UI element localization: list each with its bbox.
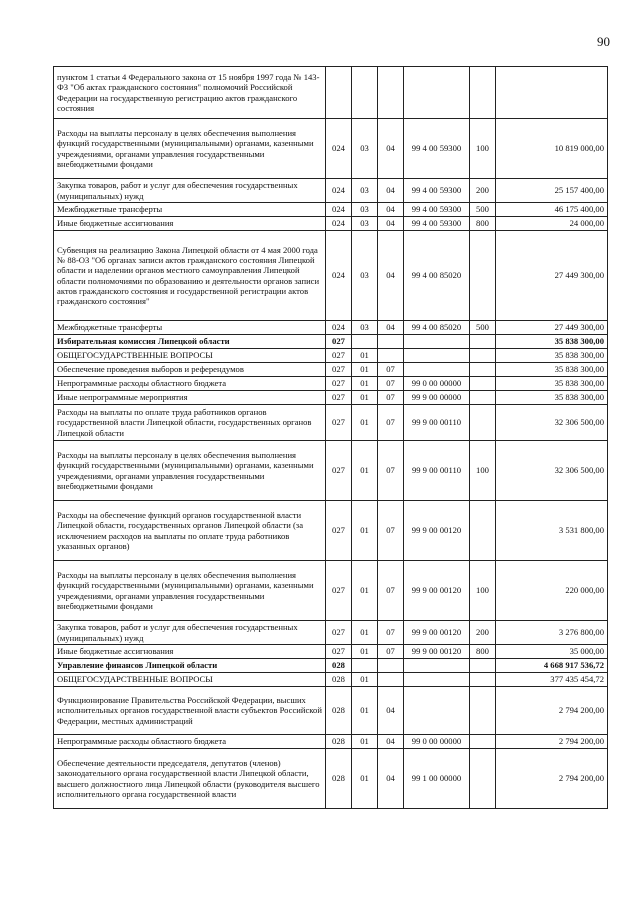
podrazdel-cell: 04 [378, 119, 404, 179]
podrazdel-cell: 04 [378, 231, 404, 321]
name-cell: Обеспечение деятельности председателя, депутатов (членов) законодательного органа государственной власти Липецкой области, высшего должностного лица Липецкой области (руководителя высшего исполнительного органа государственной власти [54, 749, 326, 809]
name-cell: Иные бюджетные ассигнования [54, 217, 326, 231]
sum-cell: 3 276 800,00 [496, 621, 608, 645]
ved-cell: 024 [326, 179, 352, 203]
ved-cell: 028 [326, 673, 352, 687]
name-cell: Закупка товаров, работ и услуг для обеспечения государственных (муниципальных) нужд [54, 621, 326, 645]
table-row [54, 119, 608, 179]
razdel-cell [352, 659, 378, 673]
name-cell: Межбюджетные трансферты [54, 321, 326, 335]
razdel-cell: 01 [352, 561, 378, 621]
ved-cell: 024 [326, 217, 352, 231]
csr-cell [404, 687, 470, 735]
sum-cell: 2 794 200,00 [496, 749, 608, 809]
vr-cell [470, 749, 496, 809]
csr-cell: 99 4 00 85020 [404, 321, 470, 335]
csr-cell [404, 335, 470, 349]
name-cell: Расходы на выплаты персоналу в целях обеспечения выполнения функций государственными (муниципальными) органами, казенными учреждениями, органами управления государственными внебюджетными фондами [54, 561, 326, 621]
csr-cell: 99 9 00 00120 [404, 561, 470, 621]
podrazdel-cell [378, 673, 404, 687]
csr-cell [404, 363, 470, 377]
ved-cell: 027 [326, 621, 352, 645]
csr-cell: 99 1 00 00000 [404, 749, 470, 809]
razdel-cell: 01 [352, 687, 378, 735]
sum-cell: 35 000,00 [496, 645, 608, 659]
sum-cell: 2 794 200,00 [496, 735, 608, 749]
name-cell: Избирательная комиссия Липецкой области [54, 335, 326, 349]
sum-cell [496, 67, 608, 119]
page-number: 90 [597, 34, 610, 49]
sum-cell: 32 306 500,00 [496, 405, 608, 441]
ved-cell: 027 [326, 405, 352, 441]
razdel-cell: 01 [352, 441, 378, 501]
razdel-cell: 01 [352, 349, 378, 363]
razdel-cell: 03 [352, 321, 378, 335]
podrazdel-cell: 07 [378, 391, 404, 405]
table-row [54, 561, 608, 621]
vr-cell: 500 [470, 321, 496, 335]
csr-cell [404, 67, 470, 119]
razdel-cell: 03 [352, 203, 378, 217]
vr-cell: 100 [470, 441, 496, 501]
sum-cell: 35 838 300,00 [496, 377, 608, 391]
podrazdel-cell [378, 335, 404, 349]
podrazdel-cell: 07 [378, 441, 404, 501]
table-row [54, 687, 608, 735]
sum-cell: 32 306 500,00 [496, 441, 608, 501]
podrazdel-cell: 04 [378, 179, 404, 203]
ved-cell: 028 [326, 749, 352, 809]
table-row [54, 363, 608, 377]
budget-table [53, 66, 608, 809]
table-row [54, 349, 608, 363]
ved-cell: 027 [326, 349, 352, 363]
vr-cell [470, 659, 496, 673]
sum-cell: 25 157 400,00 [496, 179, 608, 203]
vr-cell [470, 67, 496, 119]
name-cell: Закупка товаров, работ и услуг для обеспечения государственных (муниципальных) нужд [54, 179, 326, 203]
name-cell: Непрограммные расходы областного бюджета [54, 377, 326, 391]
table-row [54, 621, 608, 645]
table-row [54, 67, 608, 119]
sum-cell: 27 449 300,00 [496, 231, 608, 321]
razdel-cell: 01 [352, 621, 378, 645]
table-row [54, 391, 608, 405]
ved-cell [326, 67, 352, 119]
razdel-cell: 01 [352, 391, 378, 405]
vr-cell [470, 391, 496, 405]
vr-cell: 200 [470, 179, 496, 203]
name-cell: Субвенция на реализацию Закона Липецкой области от 4 мая 2000 года № 88-ОЗ "Об органах записи актов гражданского состояния Липецкой области и наделении органов местного самоуправления Липецкой области полномочиями по образованию и деятельности органов записи актов гражданского состояния и государственной регистрации актов гражданского состояния" [54, 231, 326, 321]
podrazdel-cell: 04 [378, 217, 404, 231]
razdel-cell: 03 [352, 217, 378, 231]
ved-cell: 027 [326, 377, 352, 391]
podrazdel-cell: 04 [378, 687, 404, 735]
podrazdel-cell [378, 349, 404, 363]
ved-cell: 027 [326, 335, 352, 349]
vr-cell [470, 735, 496, 749]
sum-cell: 35 838 300,00 [496, 335, 608, 349]
vr-cell: 100 [470, 561, 496, 621]
podrazdel-cell [378, 659, 404, 673]
table-row [54, 377, 608, 391]
csr-cell [404, 349, 470, 363]
vr-cell [470, 687, 496, 735]
podrazdel-cell: 07 [378, 501, 404, 561]
vr-cell: 800 [470, 645, 496, 659]
razdel-cell: 01 [352, 405, 378, 441]
name-cell: Расходы на обеспечение функций органов государственной власти Липецкой области, государственных органов Липецкой области (за исключением расходов на выплаты по оплате труда работников указанных органов) [54, 501, 326, 561]
podrazdel-cell: 07 [378, 363, 404, 377]
vr-cell: 800 [470, 217, 496, 231]
sum-cell: 35 838 300,00 [496, 349, 608, 363]
podrazdel-cell: 07 [378, 377, 404, 391]
table-row [54, 659, 608, 673]
sum-cell: 220 000,00 [496, 561, 608, 621]
vr-cell [470, 405, 496, 441]
razdel-cell [352, 335, 378, 349]
razdel-cell: 03 [352, 119, 378, 179]
table-row [54, 321, 608, 335]
name-cell: Расходы на выплаты персоналу в целях обеспечения выполнения функций государственными (муниципальными) органами, казенными учреждениями, органами управления государственными внебюджетными фондами [54, 119, 326, 179]
csr-cell: 99 9 00 00120 [404, 621, 470, 645]
sum-cell: 35 838 300,00 [496, 363, 608, 377]
podrazdel-cell: 04 [378, 749, 404, 809]
razdel-cell: 01 [352, 735, 378, 749]
sum-cell: 3 531 800,00 [496, 501, 608, 561]
table-row [54, 749, 608, 809]
sum-cell: 10 819 000,00 [496, 119, 608, 179]
podrazdel-cell: 07 [378, 621, 404, 645]
ved-cell: 028 [326, 659, 352, 673]
table-row [54, 217, 608, 231]
podrazdel-cell: 07 [378, 645, 404, 659]
sum-cell: 377 435 454,72 [496, 673, 608, 687]
ved-cell: 027 [326, 441, 352, 501]
csr-cell: 99 9 00 00120 [404, 645, 470, 659]
csr-cell [404, 659, 470, 673]
ved-cell: 024 [326, 231, 352, 321]
table-row [54, 673, 608, 687]
ved-cell: 024 [326, 203, 352, 217]
csr-cell: 99 9 00 00110 [404, 441, 470, 501]
name-cell: ОБЩЕГОСУДАРСТВЕННЫЕ ВОПРОСЫ [54, 673, 326, 687]
vr-cell [470, 673, 496, 687]
name-cell: Функционирование Правительства Российской Федерации, высших исполнительных органов государственной власти субъектов Российской Федерации, местных администраций [54, 687, 326, 735]
vr-cell [470, 231, 496, 321]
razdel-cell: 01 [352, 673, 378, 687]
name-cell: Расходы на выплаты по оплате труда работников органов государственной власти Липецкой области, государственных органов Липецкой области [54, 405, 326, 441]
podrazdel-cell: 04 [378, 321, 404, 335]
ved-cell: 027 [326, 391, 352, 405]
sum-cell: 24 000,00 [496, 217, 608, 231]
podrazdel-cell: 07 [378, 561, 404, 621]
razdel-cell: 01 [352, 377, 378, 391]
podrazdel-cell: 04 [378, 735, 404, 749]
csr-cell: 99 9 00 00120 [404, 501, 470, 561]
table-row [54, 735, 608, 749]
ved-cell: 028 [326, 687, 352, 735]
name-cell: Межбюджетные трансферты [54, 203, 326, 217]
table-row [54, 203, 608, 217]
name-cell: Обеспечение проведения выборов и референдумов [54, 363, 326, 377]
table-row [54, 231, 608, 321]
csr-cell: 99 9 00 00000 [404, 391, 470, 405]
razdel-cell: 01 [352, 749, 378, 809]
sum-cell: 46 175 400,00 [496, 203, 608, 217]
vr-cell [470, 501, 496, 561]
podrazdel-cell: 04 [378, 203, 404, 217]
csr-cell: 99 4 00 59300 [404, 217, 470, 231]
razdel-cell [352, 67, 378, 119]
name-cell: Непрограммные расходы областного бюджета [54, 735, 326, 749]
podrazdel-cell: 07 [378, 405, 404, 441]
csr-cell: 99 0 00 00000 [404, 377, 470, 391]
name-cell: ОБЩЕГОСУДАРСТВЕННЫЕ ВОПРОСЫ [54, 349, 326, 363]
vr-cell: 100 [470, 119, 496, 179]
table-row [54, 441, 608, 501]
csr-cell: 99 4 00 85020 [404, 231, 470, 321]
sum-cell: 2 794 200,00 [496, 687, 608, 735]
csr-cell: 99 4 00 59300 [404, 203, 470, 217]
sum-cell: 27 449 300,00 [496, 321, 608, 335]
ved-cell: 027 [326, 645, 352, 659]
table-row [54, 645, 608, 659]
sum-cell: 35 838 300,00 [496, 391, 608, 405]
ved-cell: 027 [326, 363, 352, 377]
name-cell: пунктом 1 статьи 4 Федерального закона от 15 ноября 1997 года № 143-ФЗ "Об актах гражданского состояния" полномочий Российской Федерации на государственную регистрацию актов гражданского состояния [54, 67, 326, 119]
sum-cell: 4 668 917 536,72 [496, 659, 608, 673]
csr-cell: 99 0 00 00000 [404, 735, 470, 749]
razdel-cell: 01 [352, 501, 378, 561]
vr-cell [470, 377, 496, 391]
name-cell: Расходы на выплаты персоналу в целях обеспечения выполнения функций государственными (муниципальными) органами, казенными учреждениями, органами управления государственными внебюджетными фондами [54, 441, 326, 501]
name-cell: Иные непрограммные мероприятия [54, 391, 326, 405]
razdel-cell: 01 [352, 363, 378, 377]
razdel-cell: 03 [352, 231, 378, 321]
csr-cell: 99 9 00 00110 [404, 405, 470, 441]
ved-cell: 027 [326, 501, 352, 561]
vr-cell [470, 335, 496, 349]
razdel-cell: 03 [352, 179, 378, 203]
vr-cell: 200 [470, 621, 496, 645]
name-cell: Управление финансов Липецкой области [54, 659, 326, 673]
razdel-cell: 01 [352, 645, 378, 659]
name-cell: Иные бюджетные ассигнования [54, 645, 326, 659]
podrazdel-cell [378, 67, 404, 119]
table-row [54, 335, 608, 349]
ved-cell: 027 [326, 561, 352, 621]
table-row [54, 179, 608, 203]
vr-cell [470, 349, 496, 363]
csr-cell [404, 673, 470, 687]
table-row [54, 501, 608, 561]
table-row [54, 405, 608, 441]
ved-cell: 024 [326, 321, 352, 335]
csr-cell: 99 4 00 59300 [404, 179, 470, 203]
vr-cell: 500 [470, 203, 496, 217]
csr-cell: 99 4 00 59300 [404, 119, 470, 179]
ved-cell: 024 [326, 119, 352, 179]
ved-cell: 028 [326, 735, 352, 749]
vr-cell [470, 363, 496, 377]
